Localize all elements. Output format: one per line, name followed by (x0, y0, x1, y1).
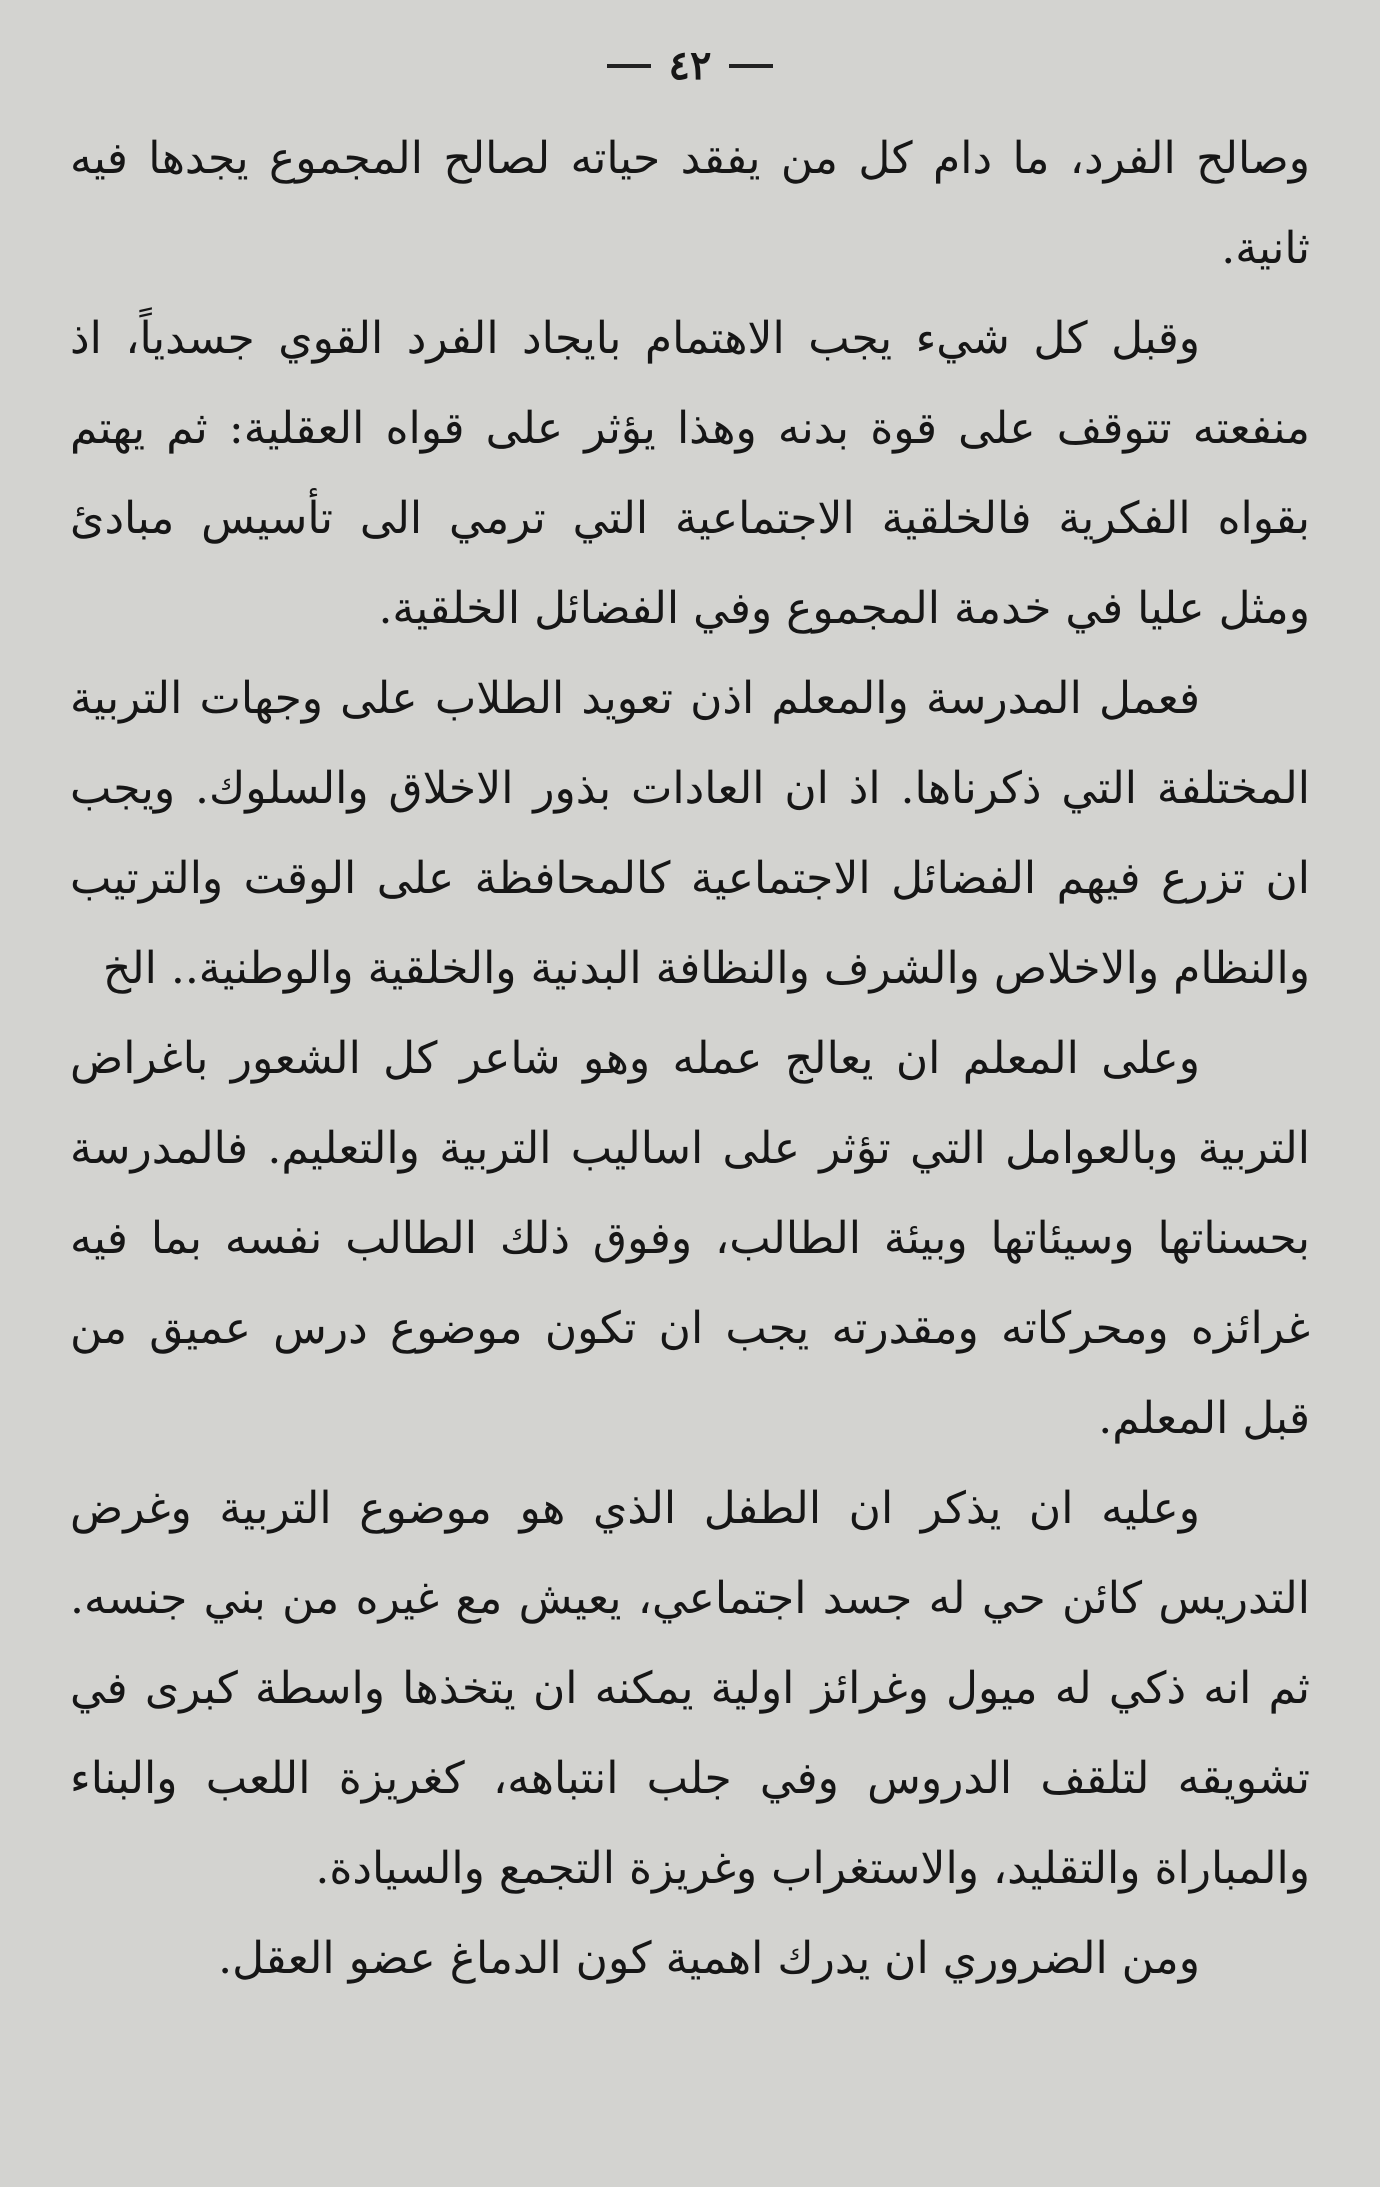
page-number-dash-right (729, 64, 773, 68)
paragraph-4: وعلى المعلم ان يعالج عمله وهو شاعر كل الشعور باغراض التربية وبالعوامل التي تؤثر على اساليب التربية والتعليم. فالمدرسة بحسناتها وسيئاتها وبيئة الطالب، وفوق ذلك الطالب نفسه بما فيه غرائزه ومحركاته ومقدرته يجب ان تكون موضوع درس عميق من قبل المعلم. (70, 1033, 1311, 1444)
paragraph-6: ومن الضروري ان يدرك اهمية كون الدماغ عضو العقل. (218, 1933, 1200, 1984)
page-number (70, 40, 1310, 92)
paragraph-3: فعمل المدرسة والمعلم اذن تعويد الطلاب على وجهات التربية المختلفة التي ذكرناها. اذ ان العادات بذور الاخلاق والسلوك. ويجب ان تزرع فيهم الفضائل الاجتماعية كالمحافظة على الوقت والترتيب والنظام والاخلاص والشرف والنظافة البدنية والخلقية والوطنية.. الخ (70, 673, 1310, 994)
paragraph-2: وقبل كل شيء يجب الاهتمام بايجاد الفرد القوي جسدياً، اذ منفعته تتوقف على قوة بدنه وهذا يؤثر على قواه العقلية: ثم يهتم بقواه الفكرية فالخلقية الاجتماعية التي ترمي الى تأسيس مبادئ ومثل عليا في خدمة المجموع وفي الفضائل الخلقية. (70, 313, 1310, 634)
page-number-value: ٤٢ (668, 42, 712, 89)
paragraph-1: وصالح الفرد، ما دام كل من يفقد حياته لصالح المجموع يجدها فيه ثانية. (70, 133, 1310, 274)
paragraph-5: وعليه ان يذكر ان الطفل الذي هو موضوع التربية وغرض التدريس كائن حي له جسد اجتماعي، يعيش مع غيره من بني جنسه. ثم انه ذكي له ميول وغرائز اولية يمكنه ان يتخذها واسطة كبرى في تشويقه لتلقف الدروس وفي جلب انتباهه، كغريزة اللعب والبناء والمباراة والتقليد، والاستغراب وغريزة التجمع والسيادة. (70, 1483, 1311, 1894)
page-number-dash-left (607, 64, 651, 68)
